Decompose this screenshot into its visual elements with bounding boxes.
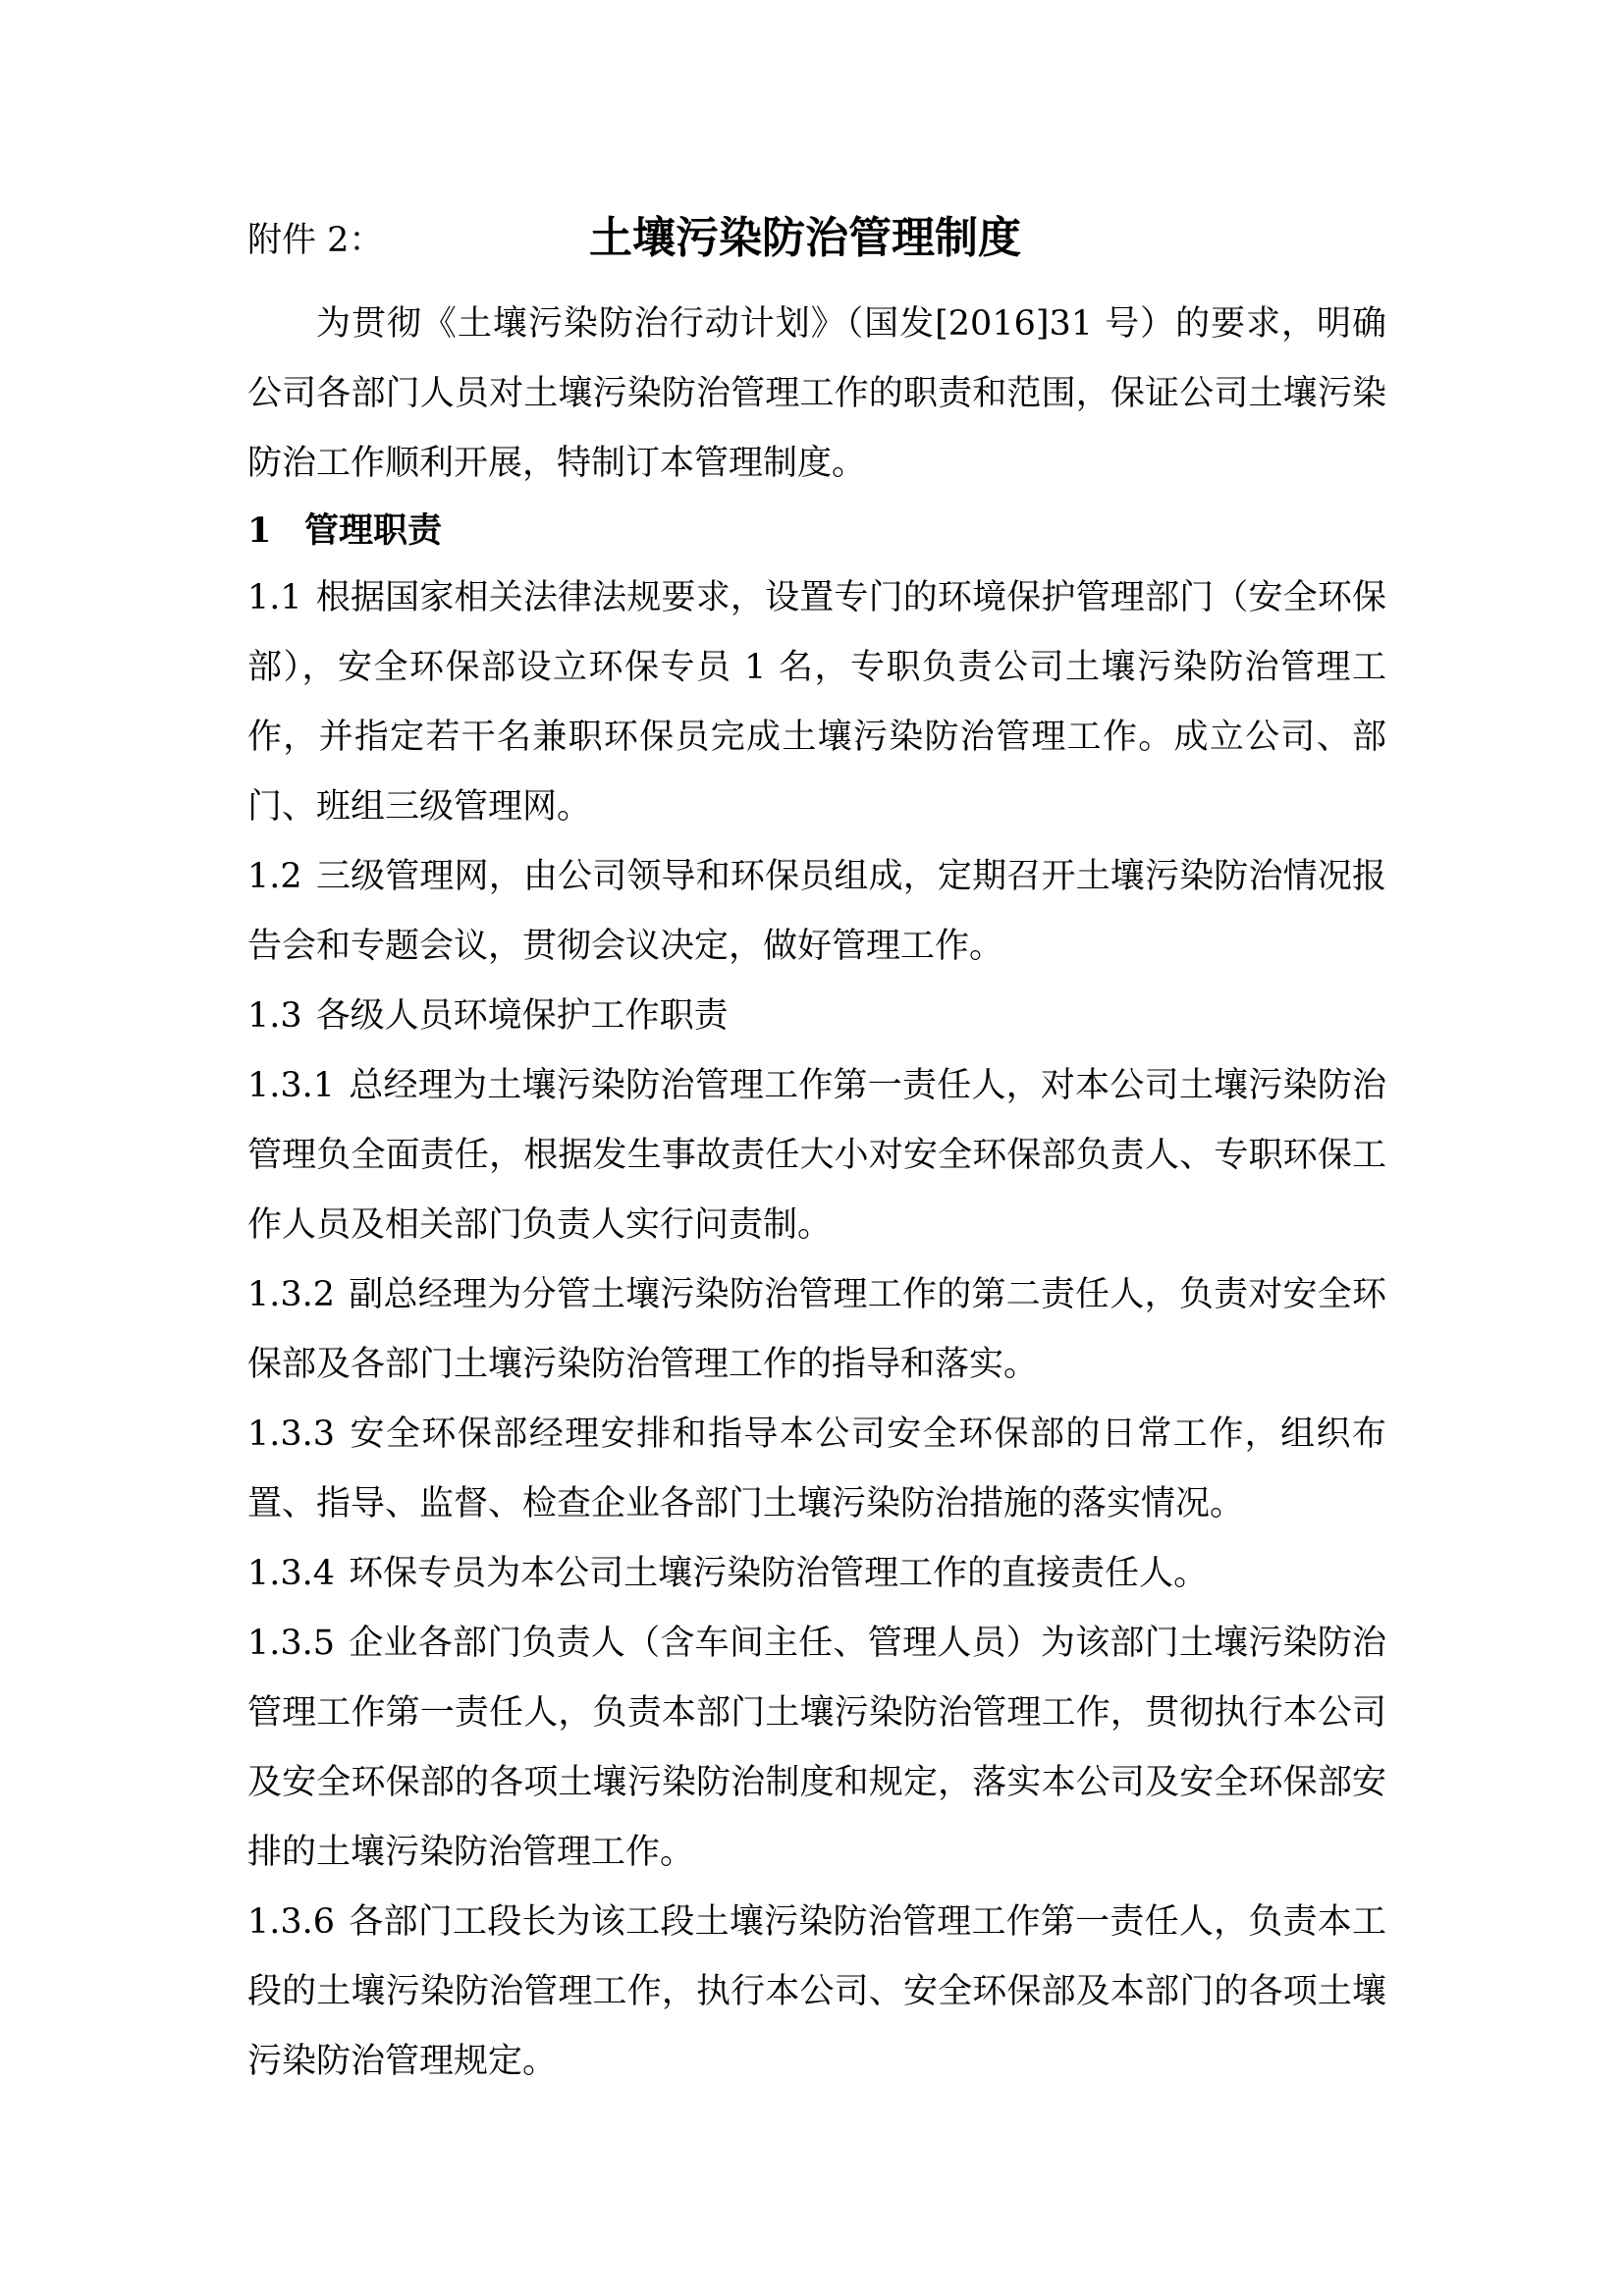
clause-number: 1.3	[247, 996, 302, 1036]
clause-number: 1.3.1	[247, 1066, 336, 1105]
clause-number: 1.3.2	[247, 1275, 336, 1314]
clause-1-3	[247, 982, 1386, 1051]
clause-1-3-6	[247, 1888, 1386, 2097]
clause-number: 1.1	[247, 578, 302, 617]
clause-text: 各级人员环境保护工作职责	[315, 996, 729, 1036]
clause-text: 总经理为土壤污染防治管理工作第一责任人，对本公司土壤污染防治管理负全面责任，根据发生事故责任大小对安全环保部负责人、专职环保工作人员及相关部门负责人实行问责制。	[247, 1066, 1386, 1245]
clause-number: 1.3.4	[247, 1554, 336, 1593]
title-row	[247, 206, 1386, 275]
clause-text: 安全环保部经理安排和指导本公司安全环保部的日常工作，组织布置、指导、监督、检查企业各部门土壤污染防治措施的落实情况。	[247, 1415, 1386, 1523]
clause-1-3-3	[247, 1400, 1386, 1539]
clause-text: 企业各部门负责人（含车间主任、管理人员）为该部门土壤污染防治管理工作第一责任人，负责本部门土壤污染防治管理工作，贯彻执行本公司及安全环保部的各项土壤污染防治制度和规定，落实本公司及安全环保部安排的土壤污染防治管理工作。	[247, 1624, 1386, 1872]
clause-1-2	[247, 842, 1386, 982]
clause-1-3-2	[247, 1260, 1386, 1400]
section-heading	[247, 499, 1386, 563]
clause-text: 副总经理为分管土壤污染防治管理工作的第二责任人，负责对安全环保部及各部门土壤污染防治管理工作的指导和落实。	[247, 1275, 1386, 1384]
intro-paragraph: 为贯彻《土壤污染防治行动计划》（国发[2016]31 号）的要求，明确公司各部门人员对土壤污染防治管理工作的职责和范围，保证公司土壤污染防治工作顺利开展，特制订本管理制度。	[247, 304, 1386, 483]
clause-text: 环保专员为本公司土壤污染防治管理工作的直接责任人。	[349, 1554, 1209, 1593]
clause-1-3-5	[247, 1609, 1386, 1888]
attachment-label: 附件 2：	[247, 221, 384, 260]
clause-1-3-1	[247, 1051, 1386, 1260]
section-title: 管理职责	[304, 510, 443, 551]
clause-number: 1.3.3	[247, 1415, 336, 1454]
clause-number: 1.3.6	[247, 1902, 336, 1942]
document-title: 土壤污染防治管理制度	[589, 213, 1021, 263]
clause-1-1	[247, 563, 1386, 842]
clause-1-3-4	[247, 1539, 1386, 1609]
clause-number: 1.2	[247, 857, 302, 896]
section-number: 1	[247, 510, 272, 551]
clause-number: 1.3.5	[247, 1624, 336, 1663]
clause-text: 各部门工段长为该工段土壤污染防治管理工作第一责任人，负责本工段的土壤污染防治管理工作，执行本公司、安全环保部及本部门的各项土壤污染防治管理规定。	[247, 1902, 1386, 2081]
clause-text: 根据国家相关法律法规要求，设置专门的环境保护管理部门（安全环保部），安全环保部设立环保专员 1 名，专职负责公司土壤污染防治管理工作，并指定若干名兼职环保员完成土壤污染防治管理工作。成立公司、部门、班组三级管理网。	[247, 578, 1386, 827]
clause-text: 三级管理网，由公司领导和环保员组成，定期召开土壤污染防治情况报告会和专题会议，贯彻会议决定，做好管理工作。	[247, 857, 1386, 966]
document-body	[247, 290, 1386, 2097]
